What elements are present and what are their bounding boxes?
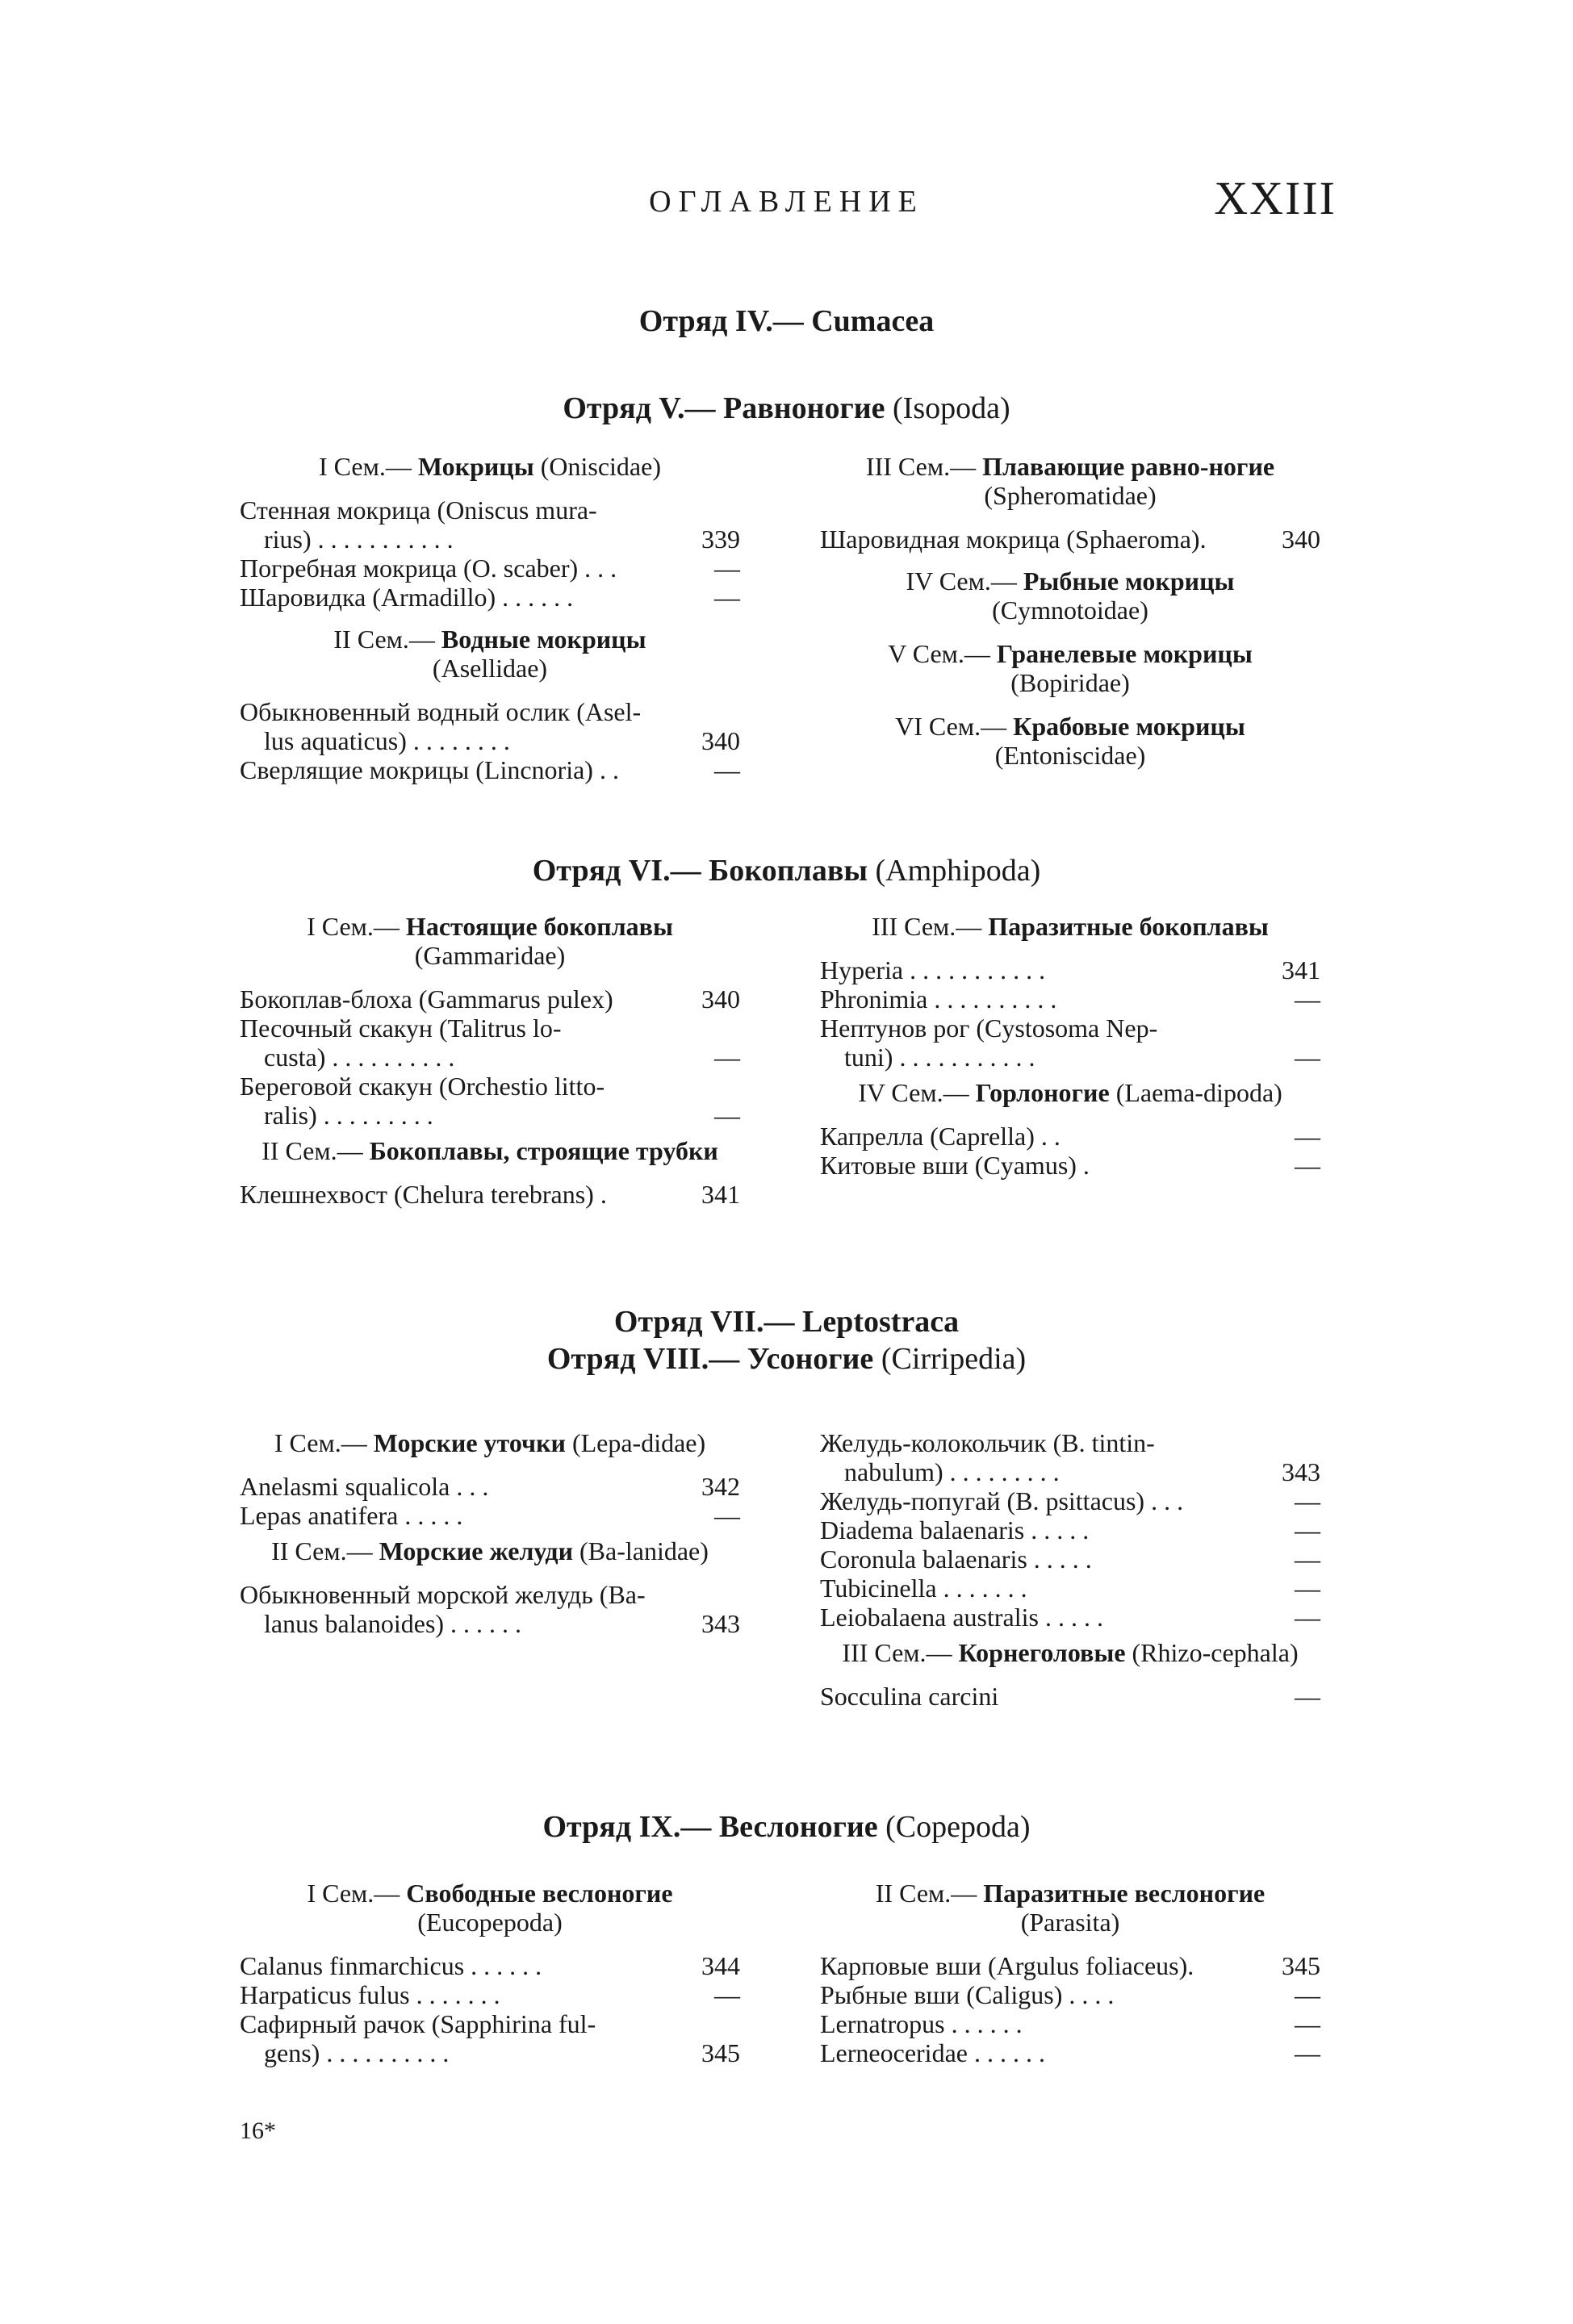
entry-line: lus aquaticus) . . . . . . . . bbox=[264, 726, 510, 755]
entry-text: Tubicinella . . . . . . . bbox=[820, 1574, 1027, 1603]
family-heading bbox=[240, 625, 740, 683]
entry-page: — bbox=[1295, 1043, 1320, 1072]
toc-entry[interactable] bbox=[240, 984, 740, 1014]
family-latin: (Eucopepoda) bbox=[417, 1908, 563, 1937]
entry-page: — bbox=[1295, 1515, 1320, 1544]
entry-page: — bbox=[1295, 1151, 1320, 1180]
toc-entry[interactable] bbox=[820, 1544, 1320, 1574]
entry-line: Стенная мокрица (Oniscus mura- bbox=[240, 495, 597, 525]
family-number: IV Сем.— bbox=[906, 566, 1017, 596]
entry-page: 342 bbox=[701, 1472, 740, 1501]
entry-text: Шаровидка (Armadillo) . . . . . . bbox=[240, 583, 574, 612]
entry-page: 341 bbox=[701, 1180, 740, 1209]
family-latin: (Asellidae) bbox=[432, 654, 548, 683]
entry-line: Желудь-колокольчик (B. tintin- bbox=[820, 1428, 1155, 1457]
family-latin: (Bopiridae) bbox=[1010, 668, 1130, 697]
entry-page: 340 bbox=[701, 984, 740, 1014]
family-name: Горлоногие bbox=[975, 1078, 1110, 1107]
family-latin: (Oniscidae) bbox=[540, 452, 661, 481]
entry-line: custa) . . . . . . . . . . bbox=[264, 1043, 455, 1072]
entry-text: Погребная мокрица (O. scaber) . . . bbox=[240, 554, 617, 583]
toc-entry[interactable] bbox=[820, 1151, 1320, 1180]
family-heading bbox=[240, 452, 740, 481]
toc-entry[interactable] bbox=[240, 583, 740, 612]
order-heading-v bbox=[0, 391, 1573, 426]
family-number: I Сем.— bbox=[307, 1879, 400, 1908]
toc-entry[interactable] bbox=[820, 1574, 1320, 1603]
toc-entry[interactable] bbox=[240, 1580, 740, 1638]
family-name: Паразитные бокоплавы bbox=[988, 912, 1269, 941]
family-number: I Сем.— bbox=[274, 1428, 367, 1457]
family-heading bbox=[240, 1536, 740, 1565]
toc-entry[interactable] bbox=[820, 1122, 1320, 1151]
order-name: Бокоплавы bbox=[709, 854, 868, 888]
signature-mark: 16* bbox=[240, 2117, 276, 2144]
family-number: II Сем.— bbox=[333, 625, 435, 654]
family-name: Бокоплавы, строящие трубки bbox=[369, 1136, 718, 1165]
entry-page: — bbox=[1295, 1122, 1320, 1151]
entry-line: tuni) . . . . . . . . . . . bbox=[844, 1043, 1035, 1072]
entry-line: Нептунов рог (Cystosoma Nep- bbox=[820, 1014, 1158, 1043]
cirripedia-left-column bbox=[240, 1428, 740, 1638]
family-name: Корнеголовые bbox=[958, 1638, 1126, 1667]
family-number: I Сем.— bbox=[319, 452, 412, 481]
entry-line: rius) . . . . . . . . . . . bbox=[264, 525, 454, 554]
isopoda-right-column bbox=[820, 452, 1320, 784]
family-heading bbox=[820, 1638, 1320, 1667]
entry-text: Сверлящие мокрицы (Lincnoria) . . bbox=[240, 755, 619, 784]
order-label: Отряд VIII.— bbox=[546, 1342, 740, 1376]
entry-text: Lerneoceridae . . . . . . bbox=[820, 2038, 1045, 2067]
family-number: III Сем.— bbox=[872, 912, 982, 941]
entry-line: Береговой скакун (Orchestio litto- bbox=[240, 1072, 605, 1101]
entry-text: Бокоплав-блоха (Gammarus pulex) bbox=[240, 984, 613, 1014]
entry-page: — bbox=[1295, 984, 1320, 1014]
entry-line: Обыкновенный водный ослик (Asel- bbox=[240, 697, 642, 726]
family-name: Водные мокрицы bbox=[441, 625, 646, 654]
family-heading bbox=[240, 1428, 740, 1457]
order-name: Веслоногие bbox=[718, 1810, 878, 1844]
family-heading bbox=[820, 639, 1320, 697]
family-name: Плавающие равно-ногие bbox=[982, 452, 1275, 481]
amphipoda-right-column bbox=[820, 912, 1320, 1180]
family-latin: (Ba-lanidae) bbox=[579, 1536, 709, 1565]
entry-text: Hyperia . . . . . . . . . . . bbox=[820, 955, 1046, 984]
entry-text: Coronula balaenaris . . . . . bbox=[820, 1544, 1092, 1574]
order-name: Равноногие bbox=[722, 391, 885, 425]
toc-entry[interactable] bbox=[240, 1472, 740, 1501]
family-name: Рыбные мокрицы bbox=[1023, 566, 1235, 596]
entry-text: Anelasmi squalicola . . . bbox=[240, 1472, 489, 1501]
order-latin: (Cirripedia) bbox=[881, 1342, 1027, 1376]
entry-text: Harpaticus fulus . . . . . . . bbox=[240, 1980, 500, 2009]
family-latin: (Lepa-didae) bbox=[571, 1428, 706, 1457]
toc-entry[interactable] bbox=[820, 1980, 1320, 2009]
entry-text: Lernatropus . . . . . . bbox=[820, 2009, 1023, 2038]
toc-entry[interactable] bbox=[240, 554, 740, 583]
family-name: Морские желуди bbox=[379, 1536, 573, 1565]
family-name: Крабовые мокрицы bbox=[1013, 712, 1245, 741]
running-header: ОГЛАВЛЕНИЕ bbox=[649, 185, 924, 219]
family-name: Паразитные веслоногие bbox=[983, 1879, 1266, 1908]
family-latin: (Cymnotoidae) bbox=[992, 596, 1148, 625]
order-latin: (Isopoda) bbox=[893, 391, 1010, 425]
order-name: Cumacea bbox=[811, 304, 935, 338]
family-latin: (Rhizo-cephala) bbox=[1132, 1638, 1299, 1667]
entry-page: — bbox=[1295, 1682, 1320, 1711]
copepoda-left-column bbox=[240, 1879, 740, 2067]
entry-text: Рыбные вши (Caligus) . . . . bbox=[820, 1980, 1115, 2009]
entry-page: — bbox=[714, 583, 740, 612]
isopoda-left-column bbox=[240, 452, 740, 784]
family-number: I Сем.— bbox=[307, 912, 400, 941]
entry-page: — bbox=[714, 1980, 740, 2009]
family-heading bbox=[820, 1879, 1320, 1937]
toc-entry[interactable] bbox=[240, 1501, 740, 1530]
entry-line: nabulum) . . . . . . . . . bbox=[844, 1457, 1060, 1486]
toc-entry[interactable] bbox=[820, 525, 1320, 554]
toc-entry[interactable] bbox=[820, 1603, 1320, 1632]
family-latin: (Parasita) bbox=[1020, 1908, 1120, 1937]
order-label: Отряд IV.— bbox=[638, 304, 804, 338]
entry-text: Капрелла (Caprella) . . bbox=[820, 1122, 1061, 1151]
toc-entry[interactable] bbox=[240, 1072, 740, 1130]
toc-entry[interactable] bbox=[240, 2009, 740, 2067]
family-latin: (Gammaridae) bbox=[414, 941, 566, 970]
family-heading bbox=[820, 712, 1320, 770]
entry-line: gens) . . . . . . . . . . bbox=[264, 2038, 450, 2067]
family-number: V Сем.— bbox=[888, 639, 990, 668]
entry-page: 341 bbox=[1282, 955, 1320, 984]
page-number: XXIII bbox=[1214, 172, 1337, 224]
entry-page: — bbox=[1295, 1486, 1320, 1515]
family-name: Морские уточки bbox=[373, 1428, 566, 1457]
entry-page: — bbox=[714, 1043, 740, 1072]
order-label: Отряд VII.— bbox=[613, 1305, 795, 1339]
entry-page: 344 bbox=[701, 1951, 740, 1980]
entry-text: Leiobalaena australis . . . . . bbox=[820, 1603, 1103, 1632]
toc-entry[interactable] bbox=[820, 984, 1320, 1014]
toc-entry[interactable] bbox=[240, 755, 740, 784]
family-name: Мокрицы bbox=[417, 452, 534, 481]
family-number: II Сем.— bbox=[875, 1879, 977, 1908]
entry-page: 345 bbox=[1282, 1951, 1320, 1980]
toc-entry[interactable] bbox=[240, 1980, 740, 2009]
entry-line: Обыкновенный морской желудь (Ba- bbox=[240, 1580, 646, 1609]
toc-entry[interactable] bbox=[240, 1014, 740, 1072]
family-number: IV Сем.— bbox=[858, 1078, 969, 1107]
toc-entry[interactable] bbox=[820, 955, 1320, 984]
amphipoda-left-column bbox=[240, 912, 740, 1209]
family-name: Настоящие бокоплавы bbox=[405, 912, 673, 941]
entry-page: — bbox=[714, 755, 740, 784]
entry-text: Желудь-попугай (B. psittacus) . . . bbox=[820, 1486, 1184, 1515]
entry-page: 343 bbox=[1282, 1457, 1320, 1486]
entry-text: Карповые вши (Argulus foliaceus). bbox=[820, 1951, 1194, 1980]
entry-page: — bbox=[1295, 1980, 1320, 2009]
entry-text: Клешнехвост (Chelura terebrans) . bbox=[240, 1180, 607, 1209]
entry-page: — bbox=[1295, 1574, 1320, 1603]
family-latin: (Laema-dipoda) bbox=[1115, 1078, 1282, 1107]
family-heading bbox=[240, 1136, 740, 1165]
family-number: II Сем.— bbox=[261, 1136, 363, 1165]
entry-line: Песочный скакун (Talitrus lo- bbox=[240, 1014, 562, 1043]
entry-page: — bbox=[1295, 1603, 1320, 1632]
order-heading-vii bbox=[0, 1304, 1573, 1340]
family-latin: (Spheromatidae) bbox=[984, 481, 1157, 510]
order-label: Отряд VI.— bbox=[532, 854, 701, 888]
toc-entry[interactable] bbox=[820, 1428, 1320, 1486]
order-label: Отряд V.— bbox=[563, 391, 716, 425]
entry-text: Phronimia . . . . . . . . . . bbox=[820, 984, 1057, 1014]
order-label: Отряд IX.— bbox=[542, 1810, 712, 1844]
toc-entry[interactable] bbox=[820, 2038, 1320, 2067]
entry-page: — bbox=[714, 1501, 740, 1530]
order-heading-ix bbox=[0, 1809, 1573, 1845]
family-name: Гранелевые мокрицы bbox=[996, 639, 1253, 668]
toc-entry[interactable] bbox=[240, 1180, 740, 1209]
family-heading bbox=[820, 566, 1320, 625]
family-number: III Сем.— bbox=[865, 452, 977, 481]
family-heading bbox=[820, 452, 1320, 510]
entry-page: 340 bbox=[701, 726, 740, 755]
entry-page: — bbox=[1295, 2009, 1320, 2038]
entry-page: — bbox=[1295, 2038, 1320, 2067]
toc-entry[interactable] bbox=[820, 2009, 1320, 2038]
entry-text: Calanus finmarchicus . . . . . . bbox=[240, 1951, 542, 1980]
entry-page: — bbox=[714, 554, 740, 583]
family-heading bbox=[240, 912, 740, 970]
order-heading-vi bbox=[0, 853, 1573, 888]
entry-page: 340 bbox=[1282, 525, 1320, 554]
entry-text: Lepas anatifera . . . . . bbox=[240, 1501, 463, 1530]
entry-text: Socculina carcini bbox=[820, 1682, 999, 1711]
entry-page: — bbox=[1295, 1544, 1320, 1574]
toc-entry[interactable] bbox=[240, 1951, 740, 1980]
entry-page: — bbox=[714, 1101, 740, 1130]
family-number: III Сем.— bbox=[842, 1638, 952, 1667]
cirripedia-right-column bbox=[820, 1428, 1320, 1711]
entry-line: Сафирный рачок (Sapphirina ful- bbox=[240, 2009, 596, 2038]
toc-entry[interactable] bbox=[240, 495, 740, 554]
entry-text: Китовые вши (Cyamus) . bbox=[820, 1151, 1090, 1180]
family-heading bbox=[820, 912, 1320, 941]
order-name: Усоногие bbox=[747, 1342, 874, 1376]
copepoda-right-column bbox=[820, 1879, 1320, 2067]
family-name: Свободные веслоногие bbox=[406, 1879, 673, 1908]
entry-page: 345 bbox=[701, 2038, 740, 2067]
toc-entry[interactable] bbox=[820, 1486, 1320, 1515]
entry-page: 339 bbox=[701, 525, 740, 554]
family-latin: (Entoniscidae) bbox=[994, 741, 1146, 770]
order-heading-iv bbox=[0, 303, 1573, 339]
family-number: VI Сем.— bbox=[895, 712, 1007, 741]
entry-text: Шаровидная мокрица (Sphaeroma). bbox=[820, 525, 1207, 554]
family-heading bbox=[820, 1078, 1320, 1107]
toc-entry[interactable] bbox=[820, 1515, 1320, 1544]
toc-entry[interactable] bbox=[240, 697, 740, 755]
order-latin: (Copepoda) bbox=[885, 1810, 1031, 1844]
family-number: II Сем.— bbox=[271, 1536, 373, 1565]
toc-entry[interactable] bbox=[820, 1682, 1320, 1711]
order-heading-viii bbox=[0, 1341, 1573, 1377]
entry-line: lanus balanoides) . . . . . . bbox=[264, 1609, 522, 1638]
entry-text: Diadema balaenaris . . . . . bbox=[820, 1515, 1090, 1544]
entry-page: 343 bbox=[701, 1609, 740, 1638]
family-heading bbox=[240, 1879, 740, 1937]
order-latin: (Amphipoda) bbox=[875, 854, 1041, 888]
entry-line: ralis) . . . . . . . . . bbox=[264, 1101, 433, 1130]
order-name: Leptostraca bbox=[801, 1305, 960, 1339]
toc-entry[interactable] bbox=[820, 1951, 1320, 1980]
toc-entry[interactable] bbox=[820, 1014, 1320, 1072]
